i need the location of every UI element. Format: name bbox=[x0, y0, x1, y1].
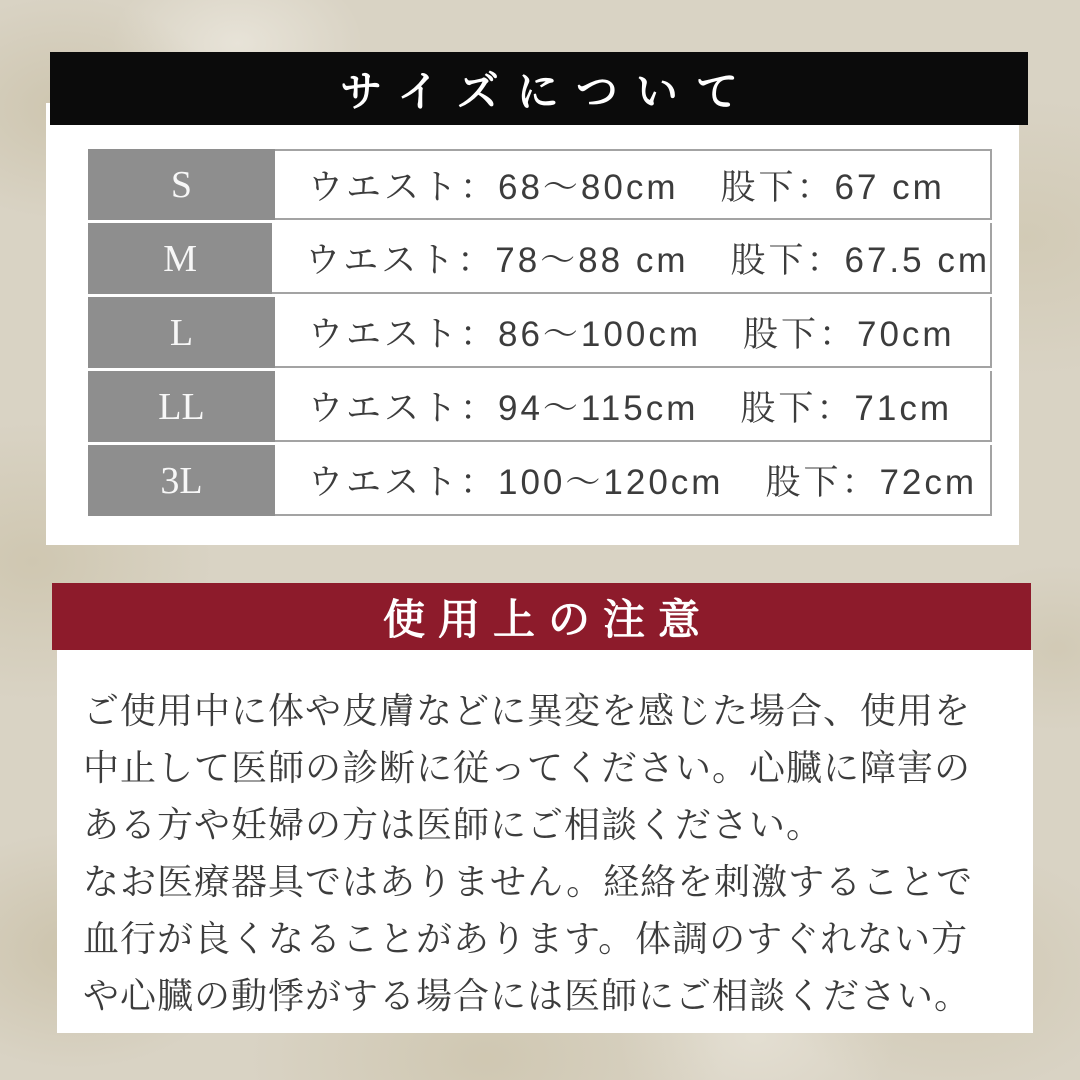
size-label-cell: LL bbox=[88, 371, 275, 442]
waist-value: ウエスト：94〜115cm bbox=[308, 388, 699, 428]
table-row bbox=[88, 445, 992, 516]
size-label-cell: 3L bbox=[88, 445, 275, 516]
waist-value: ウエスト：86〜100cm bbox=[308, 314, 701, 354]
size-value-cell bbox=[275, 297, 992, 368]
waist-value: ウエスト：68〜80cm bbox=[308, 167, 679, 207]
caution-paragraph: なお医療器具ではありません。経絡を刺激することで血行が良くなることがあります。体調のすぐれない方や心臓の動悸がする場合には医師にご相談ください。 bbox=[83, 861, 974, 1016]
size-label-cell: L bbox=[88, 297, 275, 368]
size-section-header bbox=[50, 52, 1028, 125]
size-label-cell: S bbox=[88, 149, 275, 220]
size-section-title: サイズについて bbox=[340, 69, 756, 116]
inseam-value: 股下：67 cm bbox=[720, 167, 945, 207]
inseam-value: 股下：70cm bbox=[742, 314, 955, 354]
caution-section-panel bbox=[57, 650, 1033, 1033]
inseam-value: 股下：72cm bbox=[765, 462, 978, 502]
caution-section-title: 使用上の注意 bbox=[382, 597, 713, 644]
inseam-value: 股下：67.5 cm bbox=[730, 240, 990, 280]
size-value-cell bbox=[272, 223, 992, 294]
size-value-cell bbox=[275, 371, 992, 442]
table-row bbox=[88, 149, 992, 220]
size-label-cell: M bbox=[88, 223, 272, 294]
waist-value: ウエスト：100〜120cm bbox=[308, 462, 724, 502]
table-row bbox=[88, 371, 992, 442]
waist-value: ウエスト：78〜88 cm bbox=[305, 240, 689, 280]
inseam-value: 股下：71cm bbox=[740, 388, 952, 428]
size-table bbox=[88, 149, 992, 516]
caution-text-block bbox=[57, 650, 1033, 1024]
table-row bbox=[88, 297, 992, 368]
size-value-cell bbox=[275, 445, 992, 516]
caution-paragraph: ご使用中に体や皮膚などに異変を感じた場合、使用を中止して医師の診断に従ってください。心臓に障害のある方や妊婦の方は医師にご相談ください。 bbox=[83, 690, 972, 845]
size-value-cell bbox=[275, 149, 992, 220]
caution-section-header bbox=[52, 583, 1031, 650]
table-row bbox=[88, 223, 992, 294]
